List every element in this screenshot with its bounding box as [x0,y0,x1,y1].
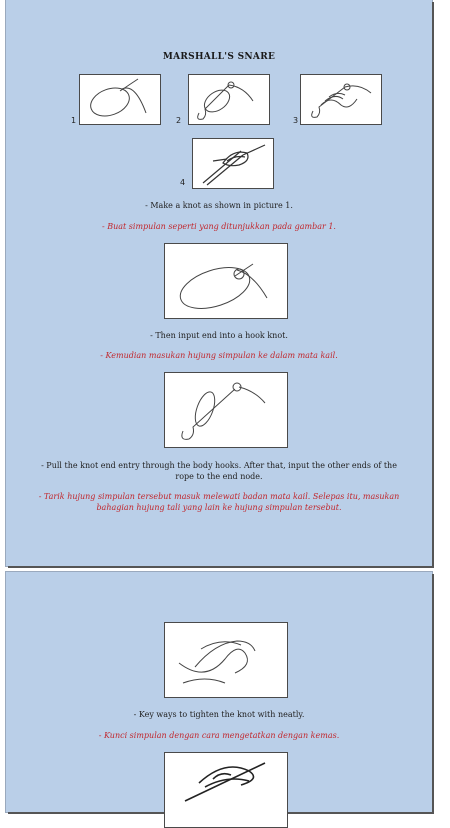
picture-number-1: 1 [71,116,77,125]
picture-number-4: 4 [180,178,186,187]
picture-3-wrapped-drawing [300,74,382,125]
step-5-picture [164,752,288,828]
step-2-english: - Then input end into a hook knot. [150,331,288,340]
picture-2-hook-drawing [188,74,270,125]
step-4-malay: - Kunci simpulan dengan cara mengetatkan dengan kemas. [98,731,340,740]
step-3-picture [164,372,288,448]
page-1 [6,0,432,566]
step-4-english: - Key ways to tighten the knot with neatly. [133,710,305,719]
step-4-picture [164,622,288,698]
page-title: MARSHALL'S SNARE [162,52,276,62]
picture-number-2: 2 [176,116,182,125]
step-3-malay: - Tarik hujung simpulan tersebut masuk melewati badan mata kail. Selepas itu, masukan bahagian hujung tali yang lain ke hujung simpulan tersebut. [38,492,400,512]
picture-4-tied-drawing [192,138,274,189]
page-2 [6,572,432,812]
step-2-picture [164,243,288,319]
picture-1-loop-drawing [79,74,161,125]
picture-number-3: 3 [293,116,299,125]
step-3-english: - Pull the knot end entry through the body hooks. After that, input the other ends of the rope to the end node. [41,461,397,481]
step-2-malay: - Kemudian masukan hujung simpulan ke dalam mata kail. [100,351,338,360]
step-1-malay: - Buat simpulan seperti yang ditunjukkan pada gambar 1. [102,222,336,231]
step-1-english: - Make a knot as shown in picture 1. [145,201,293,210]
